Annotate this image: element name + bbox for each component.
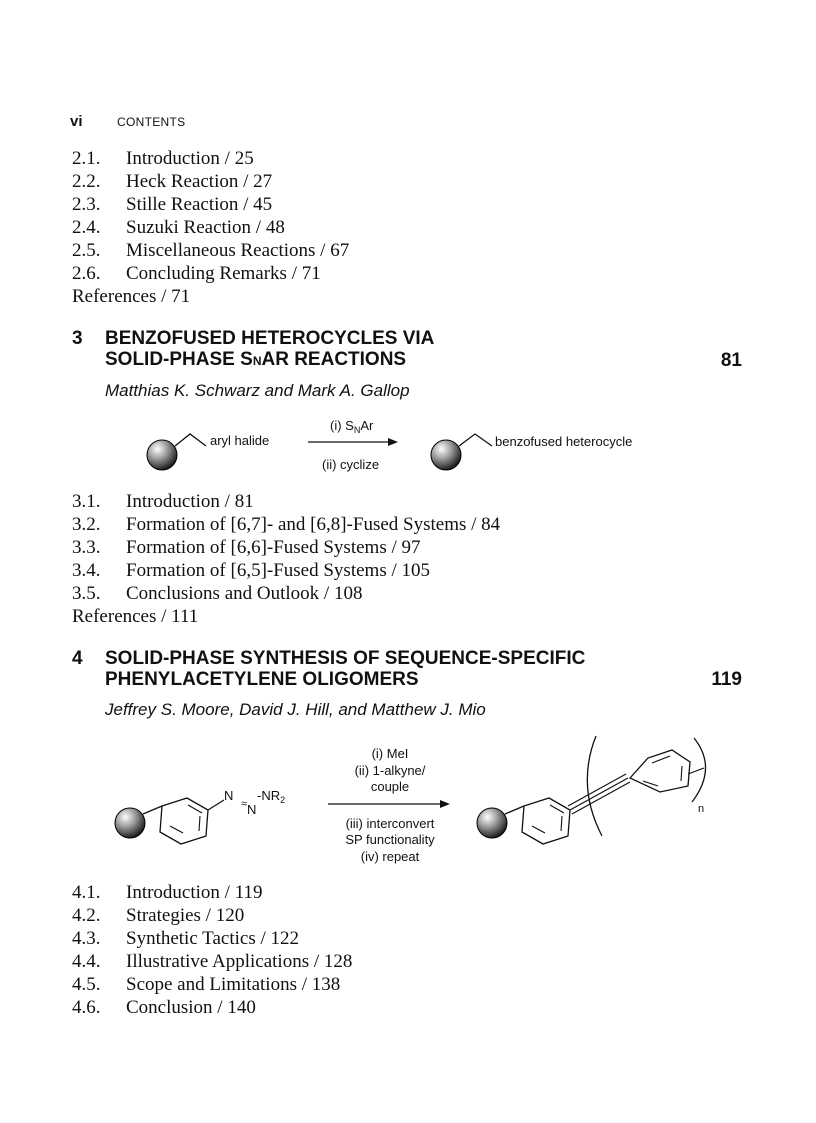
page-numeral: vi <box>70 113 83 130</box>
toc-entry: 4.4. Illustrative Applications / 128 <box>72 951 353 972</box>
running-header: CONTENTS <box>117 115 186 129</box>
benzene-ring <box>160 798 208 844</box>
toc-references: References / 71 <box>72 286 191 307</box>
chapter3-page: 81 <box>720 350 742 371</box>
benzene-ring <box>522 798 570 844</box>
arrow-head-icon <box>440 800 450 808</box>
resin-bead-icon <box>431 440 461 470</box>
linker-bond <box>505 806 524 814</box>
toc-entry: 3.4. Formation of [6,5]-Fused Systems / 105 <box>72 560 430 581</box>
toc-entry: 2.4. Suzuki Reaction / 48 <box>72 217 285 238</box>
toc-entry: 2.6. Concluding Remarks / 71 <box>72 263 321 284</box>
linker-bond <box>175 434 206 446</box>
chapter2-section-list <box>72 147 349 308</box>
triazene-double-bond: ≈ <box>241 798 248 810</box>
arrow-head-icon <box>388 438 398 446</box>
resin-bead-icon <box>147 440 177 470</box>
chapter3-title: BENZOFUSED HETEROCYCLES VIA SOLID-PHASE SNAR REACTIONS <box>105 328 435 370</box>
toc-entry: 2.3. Stille Reaction / 45 <box>72 194 273 215</box>
triazene-n1: N <box>224 788 234 803</box>
resin-bead-icon <box>477 808 507 838</box>
toc-entry: 3.3. Formation of [6,6]-Fused Systems / 97 <box>72 537 421 558</box>
linker-bond <box>143 806 162 814</box>
toc-entry: 2.2. Heck Reaction / 27 <box>72 171 273 192</box>
toc-references: References / 111 <box>72 606 199 627</box>
step2-label: (ii) cyclize <box>322 457 380 472</box>
chapter4-reaction-scheme <box>0 728 816 878</box>
resin-bead-icon <box>115 808 145 838</box>
step3-label: (iii) interconvert <box>345 816 435 831</box>
chapter4-authors: Jeffrey S. Moore, David J. Hill, and Matthew J. Mio <box>105 700 486 719</box>
toc-entry: 3.2. Formation of [6,7]- and [6,8]-Fused Systems / 84 <box>72 514 501 535</box>
toc-entry: 3.1. Introduction / 81 <box>72 491 254 512</box>
toc-entry: 4.1. Introduction / 119 <box>72 882 263 903</box>
chapter4-page: 119 <box>711 669 742 690</box>
chapter3-reaction-scheme <box>0 410 816 490</box>
repeat-subscript: n <box>698 803 705 815</box>
chapter3-section-list <box>72 490 500 628</box>
linker-bond <box>459 434 492 446</box>
triazene-nr2: $-NR_2$ <box>257 788 286 805</box>
toc-entry: 4.2. Strategies / 120 <box>72 905 245 926</box>
chapter3-number: 3 <box>72 328 83 349</box>
step1-label: (i) $S_NAr$ <box>330 418 374 435</box>
product-label: benzofused heterocycle <box>495 434 633 449</box>
triazene-n2: N <box>247 802 257 817</box>
step3b-label: SP functionality <box>345 832 435 847</box>
toc-entry: 2.5. Miscellaneous Reactions / 67 <box>72 240 350 261</box>
benzene-ring <box>630 750 690 792</box>
chapter4-section-list <box>72 881 352 1019</box>
repeat-bracket <box>587 736 602 836</box>
step2-label: (ii) 1-alkyne/ <box>354 763 426 778</box>
chapter4-title: SOLID-PHASE SYNTHESIS OF SEQUENCE-SPECIFIC PHENYLACETYLENE OLIGOMERS <box>105 648 586 690</box>
toc-entry: 3.5. Conclusions and Outlook / 108 <box>72 583 363 604</box>
toc-entry: 4.5. Scope and Limitations / 138 <box>72 974 341 995</box>
toc-entry: 4.6. Conclusion / 140 <box>72 997 256 1018</box>
step2b-label: couple <box>370 779 410 794</box>
chapter4-number: 4 <box>72 648 83 669</box>
alkyne-bond <box>570 778 628 810</box>
reactant-label: aryl halide <box>210 433 270 448</box>
step1-label: (i) MeI <box>371 746 409 761</box>
toc-entry: 4.3. Synthetic Tactics / 122 <box>72 928 299 949</box>
chapter3-authors: Matthias K. Schwarz and Mark A. Gallop <box>105 381 410 400</box>
toc-entry: 2.1. Introduction / 25 <box>72 148 254 169</box>
step4-label: (iv) repeat <box>360 849 420 864</box>
